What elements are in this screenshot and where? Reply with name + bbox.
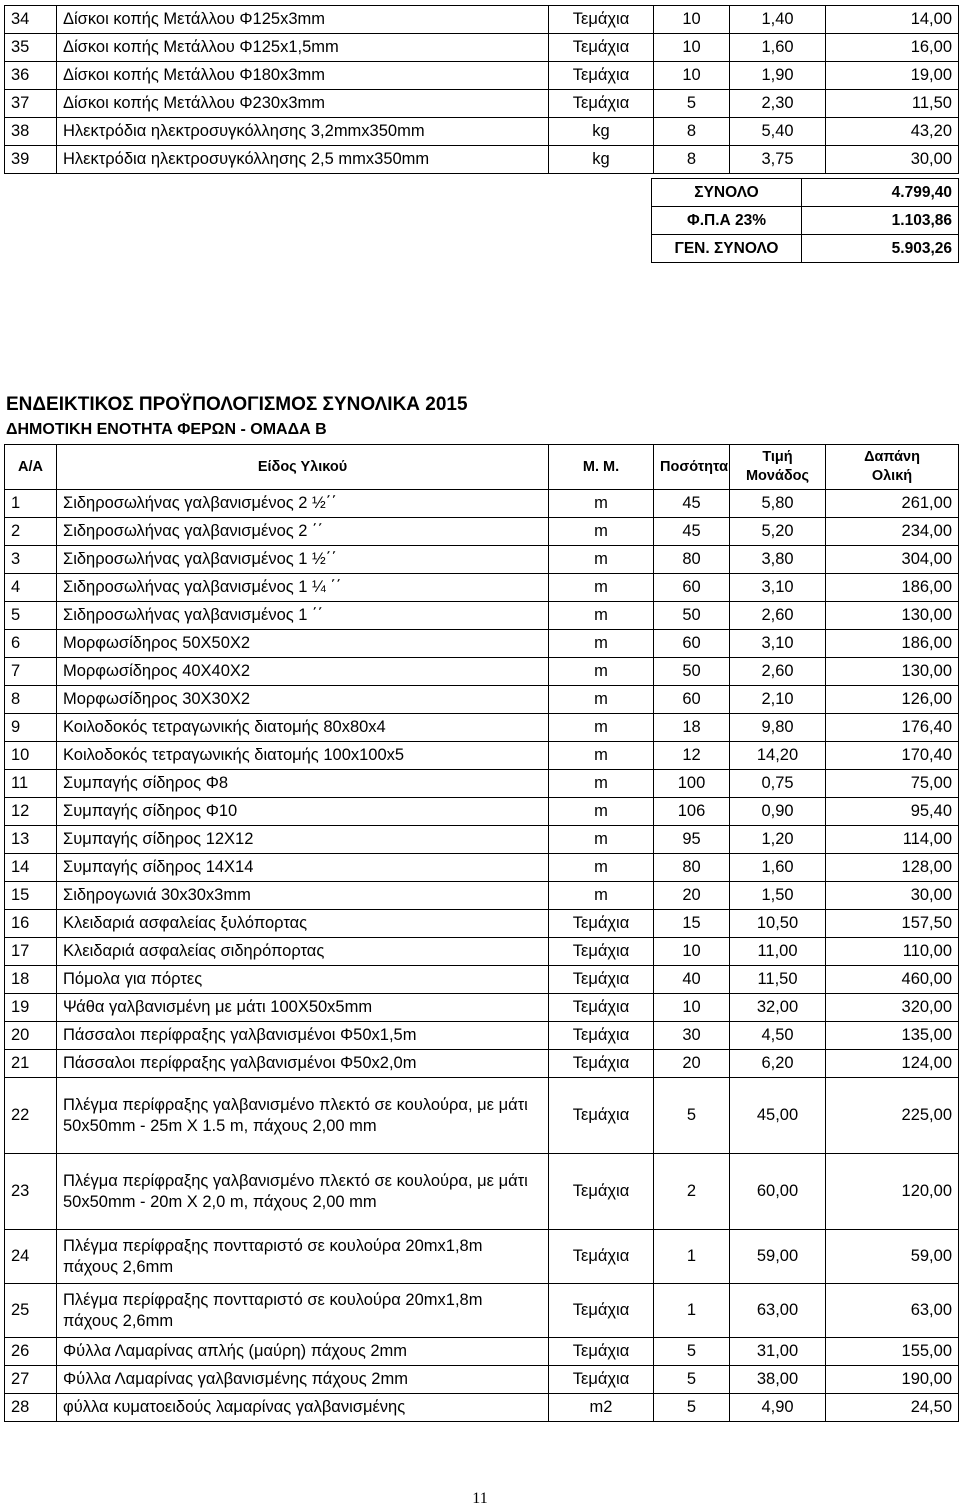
unit-price-cell: 32,00 <box>730 994 826 1022</box>
item-description: Πάσσαλοι περίφραξης γαλβανισμένοι Φ50x2,0m <box>57 1050 549 1078</box>
unit-price-cell: 14,20 <box>730 742 826 770</box>
item-description: Δίσκοι κοπής Μετάλλου Φ125x3mm <box>57 6 549 34</box>
item-description: Φύλλα Λαμαρίνας απλής (μαύρη) πάχους 2mm <box>57 1338 549 1366</box>
table-row <box>5 938 959 966</box>
quantity-cell: 10 <box>654 34 730 62</box>
table-row <box>5 1338 959 1366</box>
unit-cell: m <box>549 658 654 686</box>
row-number: 39 <box>5 146 57 174</box>
row-number: 21 <box>5 1050 57 1078</box>
unit-price-cell: 2,10 <box>730 686 826 714</box>
page-number: 11 <box>472 1490 488 1507</box>
unit-cell: m <box>549 742 654 770</box>
unit-cell: m <box>549 714 654 742</box>
total-cell: 43,20 <box>826 118 959 146</box>
quantity-cell: 5 <box>654 1394 730 1422</box>
header-price-line2: Μονάδος <box>745 468 810 484</box>
item-description: Πλέγμα περίφραξης ποντταριστό σε κουλούρα 20mx1,8m πάχους 2,6mm <box>57 1230 549 1284</box>
unit-price-cell: 10,50 <box>730 910 826 938</box>
unit-price-cell: 2,60 <box>730 658 826 686</box>
row-number: 25 <box>5 1284 57 1338</box>
row-number: 2 <box>5 518 57 546</box>
unit-cell: Τεμάχια <box>549 1154 654 1230</box>
total-cell: 135,00 <box>826 1022 959 1050</box>
unit-cell: m2 <box>549 1394 654 1422</box>
table-row <box>5 714 959 742</box>
quantity-cell: 80 <box>654 854 730 882</box>
unit-price-cell: 4,90 <box>730 1394 826 1422</box>
total-cell: 14,00 <box>826 6 959 34</box>
total-label: ΓΕΝ. ΣΥΝΟΛΟ <box>652 235 802 263</box>
item-description: Κλειδαριά ασφαλείας ξυλόπορτας <box>57 910 549 938</box>
unit-cell: Τεμάχια <box>549 62 654 90</box>
row-number: 36 <box>5 62 57 90</box>
unit-cell: Τεμάχια <box>549 1078 654 1154</box>
total-cell: 130,00 <box>826 658 959 686</box>
unit-cell: Τεμάχια <box>549 966 654 994</box>
unit-price-cell: 45,00 <box>730 1078 826 1154</box>
quantity-cell: 8 <box>654 146 730 174</box>
quantity-cell: 106 <box>654 798 730 826</box>
quantity-cell: 45 <box>654 518 730 546</box>
table-row <box>5 686 959 714</box>
header-total-line1: Δαπάνη <box>864 449 920 465</box>
unit-price-cell: 31,00 <box>730 1338 826 1366</box>
table-row <box>5 1230 959 1284</box>
item-description: Ηλεκτρόδια ηλεκτροσυγκόλλησης 3,2mmx350mm <box>57 118 549 146</box>
row-number: 10 <box>5 742 57 770</box>
total-cell: 16,00 <box>826 34 959 62</box>
quantity-cell: 20 <box>654 1050 730 1078</box>
total-row <box>652 207 959 235</box>
item-description: Σιδηροσωλήνας γαλβανισμένος 1 ½΄΄ <box>57 546 549 574</box>
unit-cell: m <box>549 854 654 882</box>
unit-price-cell: 1,60 <box>730 854 826 882</box>
unit-price-cell: 9,80 <box>730 714 826 742</box>
quantity-cell: 30 <box>654 1022 730 1050</box>
quantity-cell: 18 <box>654 714 730 742</box>
unit-price-cell: 60,00 <box>730 1154 826 1230</box>
item-description: Συμπαγής σίδηρος 14Χ14 <box>57 854 549 882</box>
table-row <box>5 574 959 602</box>
total-cell: 320,00 <box>826 994 959 1022</box>
table-row <box>5 1366 959 1394</box>
total-cell: 126,00 <box>826 686 959 714</box>
total-value: 4.799,40 <box>802 179 959 207</box>
row-number: 6 <box>5 630 57 658</box>
item-description: Πλέγμα περίφραξης ποντταριστό σε κουλούρα 20mx1,8m πάχους 2,6mm <box>57 1284 549 1338</box>
row-number: 23 <box>5 1154 57 1230</box>
unit-cell: m <box>549 826 654 854</box>
table-row <box>5 798 959 826</box>
total-cell: 186,00 <box>826 630 959 658</box>
item-description: Δίσκοι κοπής Μετάλλου Φ180x3mm <box>57 62 549 90</box>
row-number: 26 <box>5 1338 57 1366</box>
total-cell: 304,00 <box>826 546 959 574</box>
item-description: Σιδηρογωνιά 30x30x3mm <box>57 882 549 910</box>
unit-price-cell: 3,80 <box>730 546 826 574</box>
continued-items-table <box>4 5 959 174</box>
header-total <box>826 445 959 490</box>
table-row <box>5 6 959 34</box>
unit-cell: m <box>549 686 654 714</box>
row-number: 12 <box>5 798 57 826</box>
quantity-cell: 5 <box>654 1366 730 1394</box>
total-cell: 170,40 <box>826 742 959 770</box>
item-description: Δίσκοι κοπής Μετάλλου Φ125x1,5mm <box>57 34 549 62</box>
unit-cell: m <box>549 798 654 826</box>
unit-price-cell: 3,10 <box>730 630 826 658</box>
header-desc: Είδος Υλικού <box>57 445 549 490</box>
unit-price-cell: 38,00 <box>730 1366 826 1394</box>
header-row <box>5 445 959 490</box>
total-row <box>652 179 959 207</box>
table-row <box>5 826 959 854</box>
total-cell: 190,00 <box>826 1366 959 1394</box>
table-row <box>5 994 959 1022</box>
row-number: 3 <box>5 546 57 574</box>
total-cell: 19,00 <box>826 62 959 90</box>
item-description: Σιδηροσωλήνας γαλβανισμένος 1 ¼ ΄΄ <box>57 574 549 602</box>
total-cell: 11,50 <box>826 90 959 118</box>
quantity-cell: 10 <box>654 6 730 34</box>
row-number: 18 <box>5 966 57 994</box>
quantity-cell: 1 <box>654 1230 730 1284</box>
unit-cell: Τεμάχια <box>549 1338 654 1366</box>
unit-price-cell: 11,00 <box>730 938 826 966</box>
row-number: 22 <box>5 1078 57 1154</box>
quantity-cell: 5 <box>654 1078 730 1154</box>
unit-cell: m <box>549 770 654 798</box>
total-label: Φ.Π.Α 23% <box>652 207 802 235</box>
header-no: Α/Α <box>5 445 57 490</box>
row-number: 13 <box>5 826 57 854</box>
quantity-cell: 45 <box>654 490 730 518</box>
quantity-cell: 40 <box>654 966 730 994</box>
table-row <box>5 630 959 658</box>
table-row <box>5 146 959 174</box>
row-number: 8 <box>5 686 57 714</box>
header-qty: Ποσότητα <box>654 445 730 490</box>
table-row <box>5 602 959 630</box>
item-description: Σιδηροσωλήνας γαλβανισμένος 2 ½΄΄ <box>57 490 549 518</box>
quantity-cell: 60 <box>654 630 730 658</box>
unit-cell: m <box>549 630 654 658</box>
item-description: Φύλλα Λαμαρίνας γαλβανισμένης πάχους 2mm <box>57 1366 549 1394</box>
quantity-cell: 20 <box>654 882 730 910</box>
total-cell: 30,00 <box>826 882 959 910</box>
table-row <box>5 34 959 62</box>
unit-cell: Τεμάχια <box>549 1284 654 1338</box>
item-description: Πόμολα για πόρτες <box>57 966 549 994</box>
row-number: 4 <box>5 574 57 602</box>
row-number: 38 <box>5 118 57 146</box>
unit-cell: Τεμάχια <box>549 910 654 938</box>
unit-price-cell: 5,20 <box>730 518 826 546</box>
item-description: φύλλα κυματοειδούς λαμαρίνας γαλβανισμένης <box>57 1394 549 1422</box>
quantity-cell: 5 <box>654 90 730 118</box>
total-cell: 225,00 <box>826 1078 959 1154</box>
item-description: Κλειδαριά ασφαλείας σιδηρόπορτας <box>57 938 549 966</box>
total-cell: 24,50 <box>826 1394 959 1422</box>
unit-cell: m <box>549 518 654 546</box>
total-row <box>652 235 959 263</box>
item-description: Μορφωσίδηρος 50Χ50Χ2 <box>57 630 549 658</box>
row-number: 19 <box>5 994 57 1022</box>
total-cell: 30,00 <box>826 146 959 174</box>
total-cell: 59,00 <box>826 1230 959 1284</box>
row-number: 28 <box>5 1394 57 1422</box>
unit-price-cell: 1,50 <box>730 882 826 910</box>
row-number: 37 <box>5 90 57 118</box>
item-description: Ψάθα γαλβανισμένη με μάτι 100Χ50x5mm <box>57 994 549 1022</box>
total-cell: 186,00 <box>826 574 959 602</box>
table-row <box>5 546 959 574</box>
unit-cell: Τεμάχια <box>549 6 654 34</box>
row-number: 34 <box>5 6 57 34</box>
item-description: Μορφωσίδηρος 40Χ40Χ2 <box>57 658 549 686</box>
quantity-cell: 95 <box>654 826 730 854</box>
total-cell: 95,40 <box>826 798 959 826</box>
item-description: Κοιλοδοκός τετραγωνικής διατομής 80x80x4 <box>57 714 549 742</box>
unit-cell: Τεμάχια <box>549 1050 654 1078</box>
quantity-cell: 80 <box>654 546 730 574</box>
row-number: 27 <box>5 1366 57 1394</box>
row-number: 17 <box>5 938 57 966</box>
table-row <box>5 490 959 518</box>
section-subtitle: ΔΗΜΟΤΙΚΗ ΕΝΟΤΗΤΑ ΦΕΡΩΝ - ΟΜΑΔΑ Β <box>6 421 327 438</box>
total-value: 5.903,26 <box>802 235 959 263</box>
item-description: Συμπαγής σίδηρος 12Χ12 <box>57 826 549 854</box>
unit-price-cell: 5,80 <box>730 490 826 518</box>
table-row <box>5 518 959 546</box>
row-number: 9 <box>5 714 57 742</box>
item-description: Πλέγμα περίφραξης γαλβανισμένο πλεκτό σε κουλούρα, με μάτι 50x50mm - 25m Χ 1.5 m, πάχους 2,00 mm <box>57 1078 549 1154</box>
total-cell: 155,00 <box>826 1338 959 1366</box>
total-value: 1.103,86 <box>802 207 959 235</box>
total-cell: 176,40 <box>826 714 959 742</box>
item-description: Πάσσαλοι περίφραξης γαλβανισμένοι Φ50x1,5m <box>57 1022 549 1050</box>
unit-price-cell: 63,00 <box>730 1284 826 1338</box>
unit-cell: m <box>549 882 654 910</box>
unit-price-cell: 59,00 <box>730 1230 826 1284</box>
total-cell: 460,00 <box>826 966 959 994</box>
unit-price-cell: 2,30 <box>730 90 826 118</box>
unit-cell: m <box>549 574 654 602</box>
table-row <box>5 1050 959 1078</box>
table-row <box>5 854 959 882</box>
table-row <box>5 118 959 146</box>
unit-price-cell: 1,20 <box>730 826 826 854</box>
row-number: 11 <box>5 770 57 798</box>
table-row <box>5 1394 959 1422</box>
total-cell: 110,00 <box>826 938 959 966</box>
unit-price-cell: 0,75 <box>730 770 826 798</box>
quantity-cell: 8 <box>654 118 730 146</box>
quantity-cell: 60 <box>654 686 730 714</box>
unit-price-cell: 3,75 <box>730 146 826 174</box>
header-price <box>730 445 826 490</box>
header-unit: Μ. Μ. <box>549 445 654 490</box>
row-number: 7 <box>5 658 57 686</box>
header-total-line2: Ολική <box>871 468 913 484</box>
budget-table <box>4 444 959 1422</box>
quantity-cell: 60 <box>654 574 730 602</box>
total-cell: 128,00 <box>826 854 959 882</box>
quantity-cell: 2 <box>654 1154 730 1230</box>
item-description: Συμπαγής σίδηρος Φ10 <box>57 798 549 826</box>
total-cell: 130,00 <box>826 602 959 630</box>
unit-cell: Τεμάχια <box>549 1022 654 1050</box>
unit-cell: Τεμάχια <box>549 1230 654 1284</box>
total-cell: 75,00 <box>826 770 959 798</box>
item-description: Συμπαγής σίδηρος Φ8 <box>57 770 549 798</box>
row-number: 5 <box>5 602 57 630</box>
unit-price-cell: 1,40 <box>730 6 826 34</box>
quantity-cell: 10 <box>654 62 730 90</box>
unit-cell: Τεμάχια <box>549 994 654 1022</box>
total-cell: 261,00 <box>826 490 959 518</box>
item-description: Σιδηροσωλήνας γαλβανισμένος 1 ΄΄ <box>57 602 549 630</box>
row-number: 20 <box>5 1022 57 1050</box>
total-cell: 157,50 <box>826 910 959 938</box>
quantity-cell: 50 <box>654 658 730 686</box>
section-title: ΕΝΔΕΙΚΤΙΚΟΣ ΠΡΟΫΠΟΛΟΓΙΣΜΟΣ ΣΥΝΟΛΙΚΑ 2015 <box>6 394 468 415</box>
item-description: Ηλεκτρόδια ηλεκτροσυγκόλλησης 2,5 mmx350mm <box>57 146 549 174</box>
unit-cell: Τεμάχια <box>549 90 654 118</box>
unit-price-cell: 11,50 <box>730 966 826 994</box>
row-number: 1 <box>5 490 57 518</box>
unit-price-cell: 2,60 <box>730 602 826 630</box>
unit-cell: m <box>549 546 654 574</box>
table-row <box>5 770 959 798</box>
unit-cell: m <box>549 490 654 518</box>
table-row <box>5 910 959 938</box>
unit-price-cell: 1,90 <box>730 62 826 90</box>
unit-price-cell: 3,10 <box>730 574 826 602</box>
quantity-cell: 50 <box>654 602 730 630</box>
unit-price-cell: 4,50 <box>730 1022 826 1050</box>
row-number: 24 <box>5 1230 57 1284</box>
unit-cell: Τεμάχια <box>549 34 654 62</box>
quantity-cell: 5 <box>654 1338 730 1366</box>
row-number: 14 <box>5 854 57 882</box>
header-price-line1: Τιμή <box>762 449 793 465</box>
item-description: Μορφωσίδηρος 30Χ30Χ2 <box>57 686 549 714</box>
total-cell: 63,00 <box>826 1284 959 1338</box>
unit-cell: kg <box>549 146 654 174</box>
totals-table <box>651 178 959 263</box>
quantity-cell: 10 <box>654 994 730 1022</box>
quantity-cell: 100 <box>654 770 730 798</box>
table-row <box>5 658 959 686</box>
unit-cell: Τεμάχια <box>549 1366 654 1394</box>
table-row <box>5 742 959 770</box>
total-cell: 124,00 <box>826 1050 959 1078</box>
quantity-cell: 12 <box>654 742 730 770</box>
quantity-cell: 1 <box>654 1284 730 1338</box>
table-row <box>5 1284 959 1338</box>
table-row <box>5 1022 959 1050</box>
total-cell: 120,00 <box>826 1154 959 1230</box>
row-number: 15 <box>5 882 57 910</box>
table-row <box>5 1154 959 1230</box>
row-number: 16 <box>5 910 57 938</box>
unit-cell: m <box>549 602 654 630</box>
total-label: ΣΥΝΟΛΟ <box>652 179 802 207</box>
unit-cell: Τεμάχια <box>549 938 654 966</box>
quantity-cell: 10 <box>654 938 730 966</box>
item-description: Δίσκοι κοπής Μετάλλου Φ230x3mm <box>57 90 549 118</box>
unit-price-cell: 1,60 <box>730 34 826 62</box>
unit-price-cell: 5,40 <box>730 118 826 146</box>
table-row <box>5 882 959 910</box>
total-cell: 114,00 <box>826 826 959 854</box>
table-row <box>5 966 959 994</box>
unit-price-cell: 0,90 <box>730 798 826 826</box>
total-cell: 234,00 <box>826 518 959 546</box>
unit-cell: kg <box>549 118 654 146</box>
row-number: 35 <box>5 34 57 62</box>
table-row <box>5 1078 959 1154</box>
item-description: Κοιλοδοκός τετραγωνικής διατομής 100x100x5 <box>57 742 549 770</box>
unit-price-cell: 6,20 <box>730 1050 826 1078</box>
quantity-cell: 15 <box>654 910 730 938</box>
table-row <box>5 62 959 90</box>
table-row <box>5 90 959 118</box>
item-description: Πλέγμα περίφραξης γαλβανισμένο πλεκτό σε κουλούρα, με μάτι 50x50mm - 20m Χ 2,0 m, πάχους 2,00 mm <box>57 1154 549 1230</box>
item-description: Σιδηροσωλήνας γαλβανισμένος 2 ΄΄ <box>57 518 549 546</box>
